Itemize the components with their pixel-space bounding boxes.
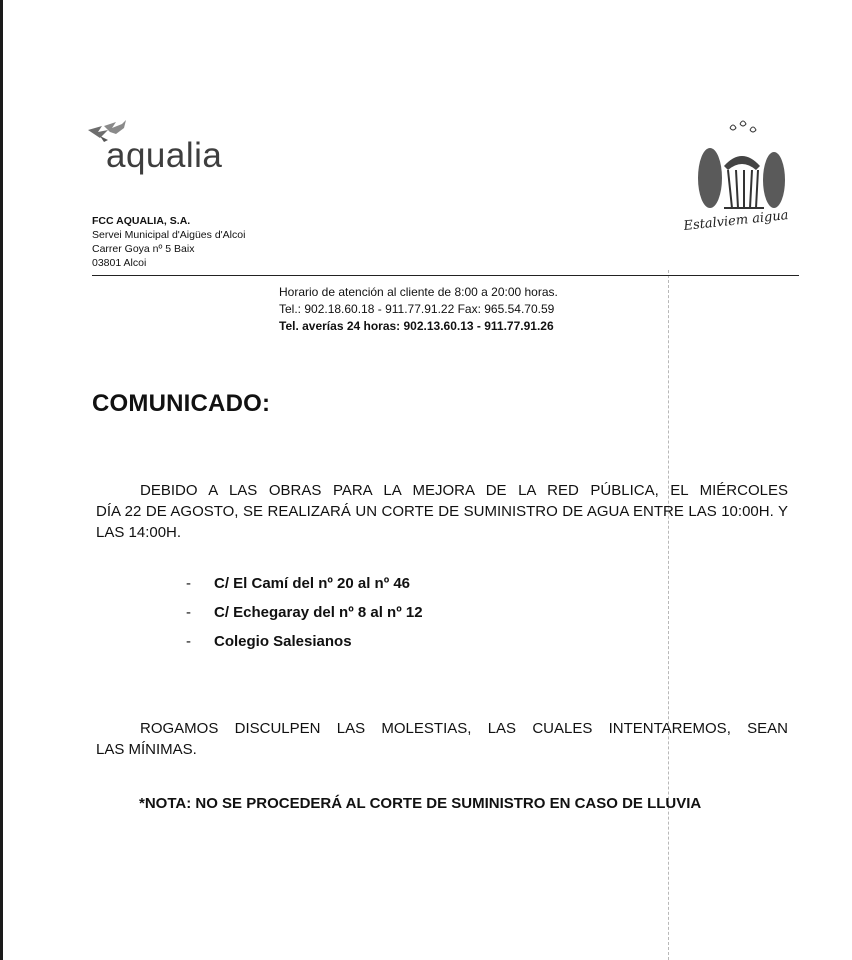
apology-body: LAS MÍNIMAS. — [96, 741, 197, 758]
company-address — [92, 214, 245, 270]
apology-first-line: ROGAMOS DISCULPEN LAS MOLESTIAS, LAS CUALES INTENTAREMOS, SEAN — [140, 720, 788, 737]
aqualia-logo-text: aqualia — [106, 136, 223, 175]
phone-numbers: Tel.: 902.18.60.18 - 911.77.91.22 Fax: 965.54.70.59 — [279, 302, 555, 316]
emblem-caption: Estalviem aigua — [684, 208, 790, 234]
rain-note: *NOTA: NO SE PROCEDERÁ AL CORTE DE SUMINISTRO EN CASO DE LLUVIA — [139, 795, 702, 812]
contact-info — [279, 284, 558, 335]
list-bullet: - — [186, 604, 191, 621]
list-text: C/ El Camí del nº 20 al nº 46 — [214, 575, 411, 592]
list-text: Colegio Salesianos — [214, 633, 352, 650]
company-name: FCC AQUALIA, S.A. — [92, 215, 191, 227]
notice-body: DÍA 22 DE AGOSTO, SE REALIZARÁ UN CORTE DE SUMINISTRO DE AGUA ENTRE LAS 10:00H. Y LAS 14:00H. — [96, 503, 788, 541]
list-bullet: - — [186, 633, 191, 650]
page-title: COMUNICADO: — [92, 390, 271, 417]
scan-left-edge — [0, 0, 3, 960]
header-divider — [92, 275, 799, 276]
notice-first-line: DEBIDO A LAS OBRAS PARA LA MEJORA DE LA RED PÚBLICA, EL MIÉRCOLES — [140, 482, 788, 499]
fold-line — [668, 270, 669, 960]
breakdown-phones: Tel. averías 24 horas: 902.13.60.13 - 911.77.91.26 — [279, 319, 554, 333]
list-text: C/ Echegaray del nº 8 al nº 12 — [214, 604, 423, 621]
estalviem-aigua-emblem — [684, 118, 804, 253]
office-hours: Horario de atención al cliente de 8:00 a 20:00 horas. — [279, 285, 558, 299]
apology-paragraph — [96, 718, 788, 760]
company-line: 03801 Alcoi — [92, 257, 147, 269]
list-bullet: - — [186, 575, 191, 592]
company-line: Servei Municipal d'Aigües d'Alcoi — [92, 229, 246, 241]
company-line: Carrer Goya nº 5 Baix — [92, 243, 195, 255]
notice-paragraph — [96, 480, 788, 543]
